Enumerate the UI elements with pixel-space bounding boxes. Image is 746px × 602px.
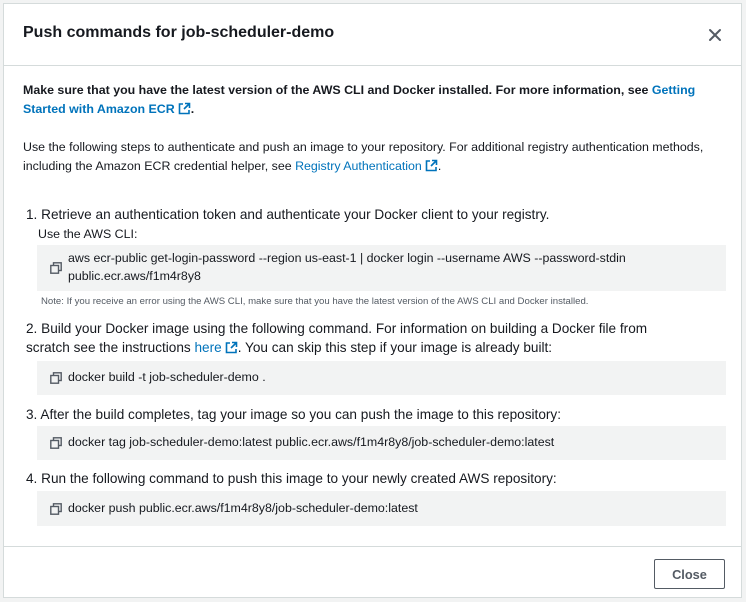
step-2-text: 2. Build your Docker image using the following command. For information on building a Docker file from scratch see the instructions here . You can skip this step if your image is already built: [26, 321, 648, 355]
modal-title: Push commands for job-scheduler-demo [23, 24, 335, 41]
step-2-code-block [37, 361, 726, 395]
copy-icon[interactable] [50, 372, 62, 384]
step-4-command[interactable]: docker push public.ecr.aws/f1m4r8y8/job-scheduler-demo:latest [68, 501, 418, 515]
step-1-sublabel: Use the AWS CLI: [38, 227, 138, 241]
push-commands-modal [3, 3, 742, 598]
step-3-command[interactable]: docker tag job-scheduler-demo:latest public.ecr.aws/f1m4r8y8/job-scheduler-demo:latest [68, 435, 555, 449]
step-1-text: 1. Retrieve an authentication token and authenticate your Docker client to your registry. [26, 207, 550, 222]
getting-started-link[interactable]: Getting Started with Amazon ECR [23, 83, 696, 116]
step-1-command-line2[interactable]: public.ecr.aws/f1m4r8y8 [68, 269, 201, 283]
registry-authentication-link[interactable]: Registry Authentication [295, 159, 422, 173]
external-link-icon[interactable] [225, 341, 238, 354]
step-2-command[interactable]: docker build -t job-scheduler-demo . [68, 370, 266, 384]
step-3-code-block [37, 426, 726, 460]
step-1-code-block [37, 245, 726, 291]
step-4-code-block [37, 491, 726, 526]
modal-header [4, 4, 741, 66]
close-button[interactable]: Close [654, 559, 725, 589]
here-link[interactable]: here [194, 340, 222, 355]
modal-footer [4, 546, 741, 599]
step-4-text: 4. Run the following command to push this image to your newly created AWS repository: [26, 471, 557, 486]
steps-intro-text: Use the following steps to authenticate and push an image to your repository. For additional registry authentication methods, including the Amazon ECR credential helper, see Registry Authentication . [23, 140, 704, 173]
copy-icon[interactable] [50, 262, 62, 274]
intro-text: Make sure that you have the latest version of the AWS CLI and Docker installed. For more information, see Getting Started with Amazon ECR . [23, 83, 696, 116]
copy-icon[interactable] [50, 503, 62, 515]
close-icon[interactable] [704, 24, 726, 46]
step-1-note: Note: If you receive an error using the AWS CLI, make sure that you have the latest version of the AWS CLI and Docker installed. [41, 296, 589, 307]
copy-icon[interactable] [50, 437, 62, 449]
step-1-command-line1[interactable]: aws ecr-public get-login-password --region us-east-1 | docker login --username AWS --password-stdin [68, 251, 626, 265]
external-link-icon[interactable] [178, 102, 191, 115]
external-link-icon[interactable] [425, 159, 438, 172]
step-3-text: 3. After the build completes, tag your image so you can push the image to this repository: [26, 407, 561, 422]
